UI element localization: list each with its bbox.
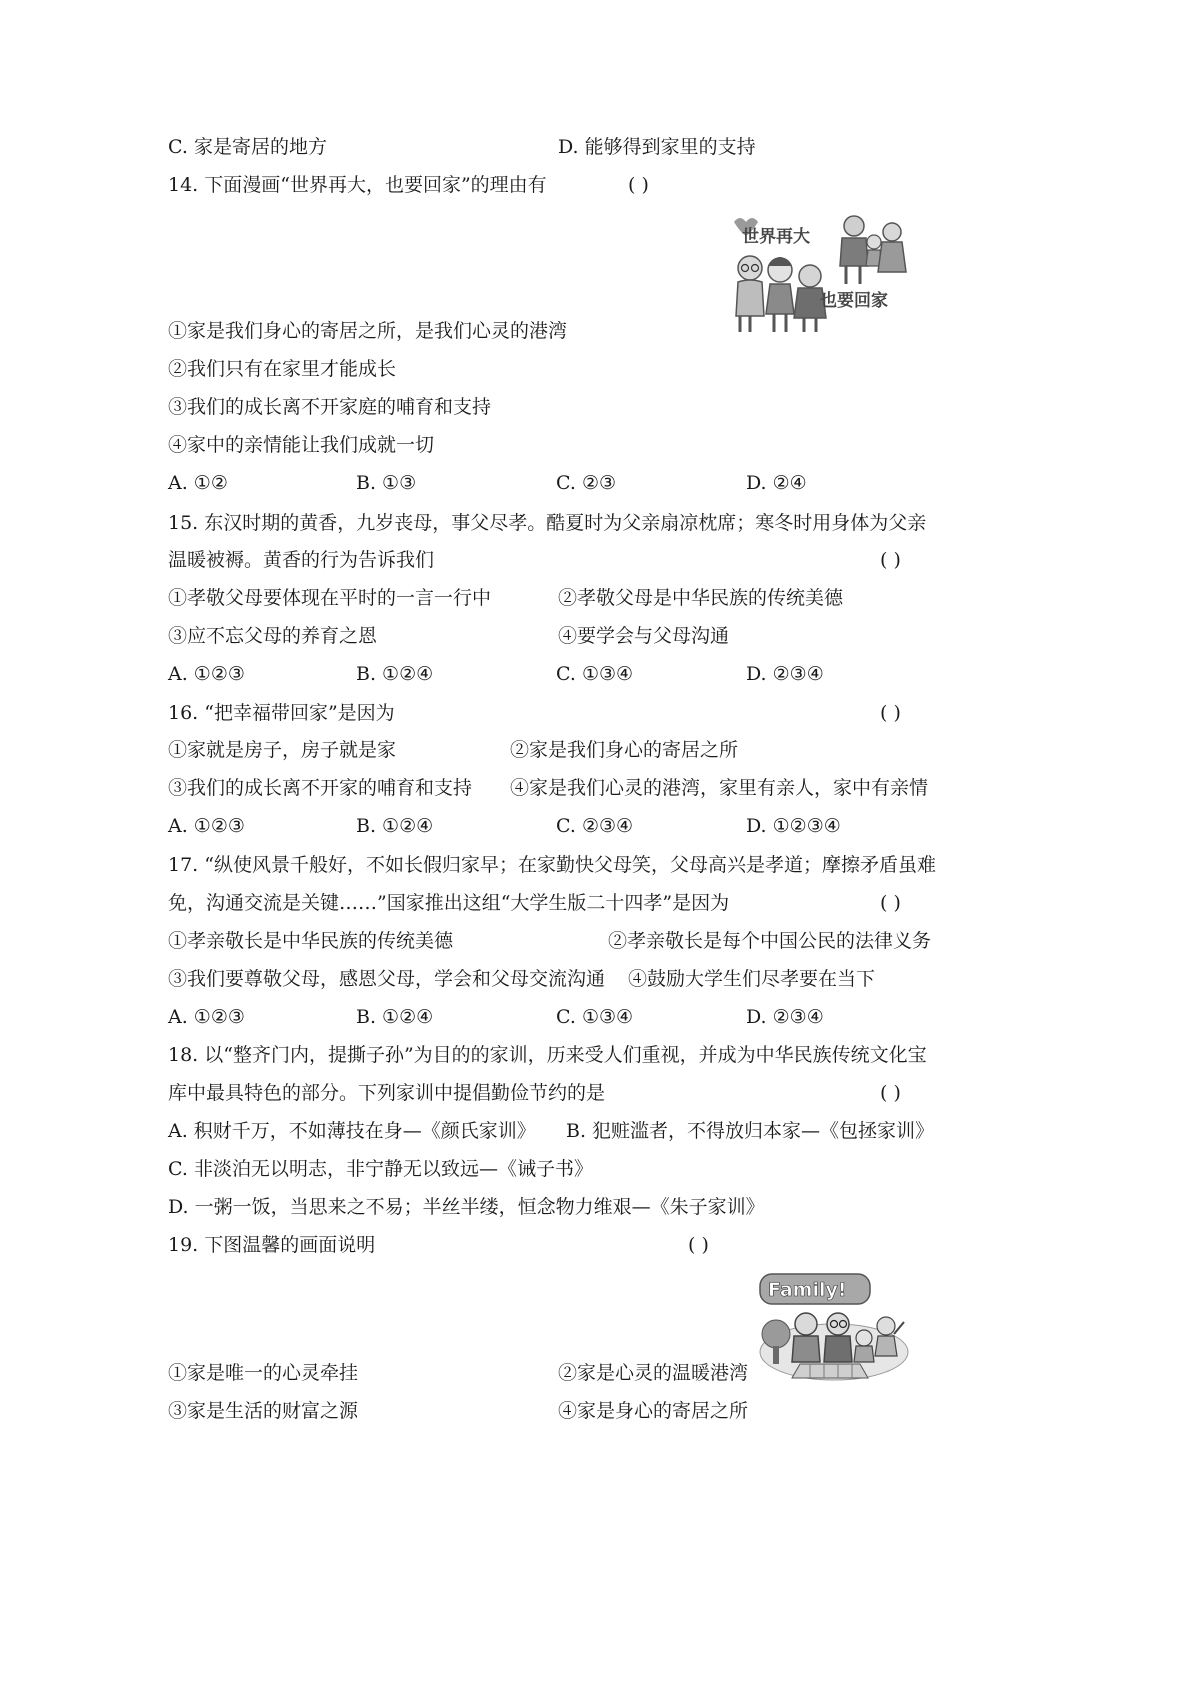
q17-option-c: C. ①③④ [556,1006,634,1028]
q16-stem: 16. “把幸福带回家”是因为 [168,702,395,724]
q19-item-3: ③家是生活的财富之源 [168,1400,359,1422]
q17-item-2: ②孝亲敬长是每个中国公民的法律义务 [608,930,932,952]
q15-stem-line2: 温暖被褥。黄香的行为告诉我们 [168,549,435,571]
q15-option-b: B. ①②④ [356,663,434,685]
q14-item-3: ③我们的成长离不开家庭的哺育和支持 [168,396,492,418]
q19-family-illustration [754,1268,914,1386]
q19-item-1: ①家是唯一的心灵牵挂 [168,1362,359,1384]
q14-item-1: ①家是我们身心的寄居之所，是我们心灵的港湾 [168,320,568,342]
q16-option-b: B. ①②④ [356,815,434,837]
q14-option-b: B. ①③ [356,472,417,494]
q16-option-c: C. ②③④ [556,815,634,837]
q17-stem-line1: 17. “纵使风景千般好，不如长假归家早；在家勤快父母笑，父母高兴是孝道；摩擦矛盾虽难 [168,854,936,876]
q19-item-2: ②家是心灵的温暖港湾 [558,1362,749,1384]
q14-item-4: ④家中的亲情能让我们成就一切 [168,434,435,456]
q14-item-2: ②我们只有在家里才能成长 [168,358,397,380]
q15-answer-blank: ( ) [880,549,901,571]
q14-answer-blank: ( ) [628,174,649,196]
q16-option-d: D. ①②③④ [746,815,841,837]
q15-option-d: D. ②③④ [746,663,824,685]
q15-item-1: ①孝敬父母要体现在平时的一言一行中 [168,587,492,609]
q14-option-d: D. ②④ [746,472,807,494]
q17-item-4: ④鼓励大学生们尽孝要在当下 [628,968,876,990]
q16-answer-blank: ( ) [880,702,901,724]
q19-stem: 19. 下图温馨的画面说明 [168,1234,376,1256]
q18-stem-line2: 库中最具特色的部分。下列家训中提倡勤俭节约的是 [168,1082,606,1104]
q16-item-1: ①家就是房子，房子就是家 [168,739,397,761]
q14-option-c: C. ②③ [556,472,617,494]
comic-text-top: 世界再大 [742,227,810,247]
q15-item-4: ④要学会与父母沟通 [558,625,730,647]
q15-stem-line1: 15. 东汉时期的黄香，九岁丧母，事父尽孝。酷夏时为父亲扇凉枕席；寒冬时用身体为父亲 [168,512,927,534]
q17-item-3: ③我们要尊敬父母，感恩父母，学会和父母交流沟通 [168,968,606,990]
q18-option-d: D. 一粥一饭，当思来之不易；半丝半缕，恒念物力维艰—《朱子家训》 [168,1196,765,1218]
q16-item-4: ④家是我们心灵的港湾，家里有亲人，家中有亲情 [510,777,929,799]
comic-text-bottom: 也要回家 [820,291,888,311]
family-banner-text: Family! [768,1279,847,1301]
q17-answer-blank: ( ) [880,892,901,914]
q17-option-a: A. ①②③ [168,1006,245,1028]
q15-item-2: ②孝敬父母是中华民族的传统美德 [558,587,844,609]
q18-option-c: C. 非淡泊无以明志，非宁静无以致远—《诫子书》 [168,1158,593,1180]
q17-stem-line2: 免，沟通交流是关键……”国家推出这组“大学生版二十四孝”是因为 [168,892,730,914]
q14-option-a: A. ①② [168,472,228,494]
q17-option-d: D. ②③④ [746,1006,824,1028]
q18-option-a: A. 积财千万，不如薄技在身—《颜氏家训》 [168,1120,536,1142]
q16-item-3: ③我们的成长离不开家的哺育和支持 [168,777,473,799]
q13-option-c: C. 家是寄居的地方 [168,136,327,158]
q18-answer-blank: ( ) [880,1082,901,1104]
q16-option-a: A. ①②③ [168,815,245,837]
q18-option-b: B. 犯赃滥者，不得放归本家—《包拯家训》 [566,1120,935,1142]
q15-item-3: ③应不忘父母的养育之恩 [168,625,378,647]
q19-answer-blank: ( ) [688,1234,709,1256]
q14-comic-illustration [728,208,928,338]
q19-item-4: ④家是身心的寄居之所 [558,1400,749,1422]
q17-item-1: ①孝亲敬长是中华民族的传统美德 [168,930,454,952]
q14-stem: 14. 下面漫画“世界再大，也要回家”的理由有 [168,174,547,196]
q15-option-a: A. ①②③ [168,663,245,685]
q13-option-d: D. 能够得到家里的支持 [558,136,756,158]
q18-stem-line1: 18. 以“整齐门内，提撕子孙”为目的的家训，历来受人们重视，并成为中华民族传统文化宝 [168,1044,927,1066]
q16-item-2: ②家是我们身心的寄居之所 [510,739,739,761]
q15-option-c: C. ①③④ [556,663,634,685]
q17-option-b: B. ①②④ [356,1006,434,1028]
